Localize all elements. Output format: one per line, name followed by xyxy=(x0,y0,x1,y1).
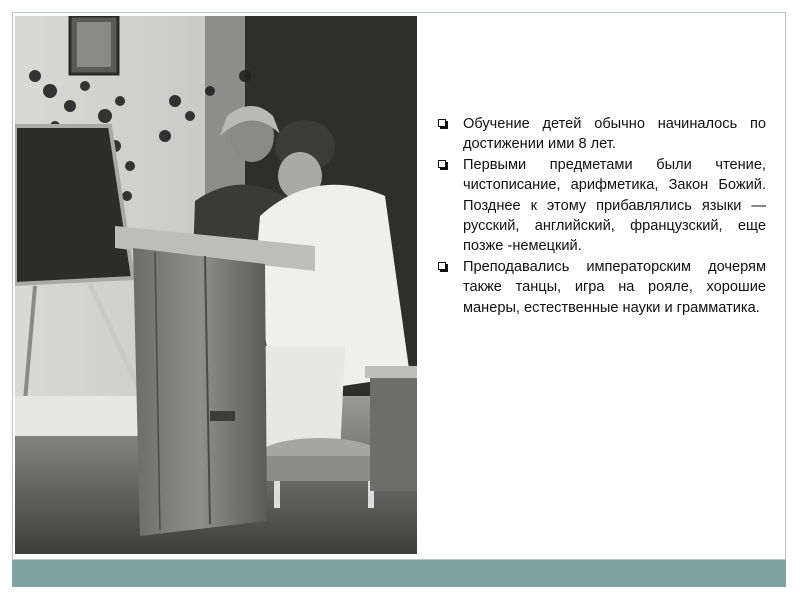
square-bullet-icon xyxy=(438,262,446,270)
historical-photo xyxy=(15,16,417,554)
bullet-text: Первыми предметами были чтение, чистописание, арифметика, Закон Божий. Позднее к этому прибавлялись языки — русский, английский, французский, еще позже -немецкий. xyxy=(463,156,766,255)
bullet-item-1 xyxy=(436,114,766,155)
footer-bar xyxy=(12,560,786,587)
square-bullet-icon xyxy=(438,119,446,127)
square-bullet-icon xyxy=(438,160,446,168)
bullet-list xyxy=(436,114,766,318)
bullet-text: Преподавались императорским дочерям также танцы, игра на рояле, хорошие манеры, естественные науки и грамматика. xyxy=(463,258,766,316)
bullet-text: Обучение детей обычно начиналось по достижении ими 8 лет. xyxy=(463,116,766,153)
bullet-item-3 xyxy=(436,257,766,318)
historical-photo-icon xyxy=(15,16,417,554)
bullet-item-2 xyxy=(436,155,766,257)
